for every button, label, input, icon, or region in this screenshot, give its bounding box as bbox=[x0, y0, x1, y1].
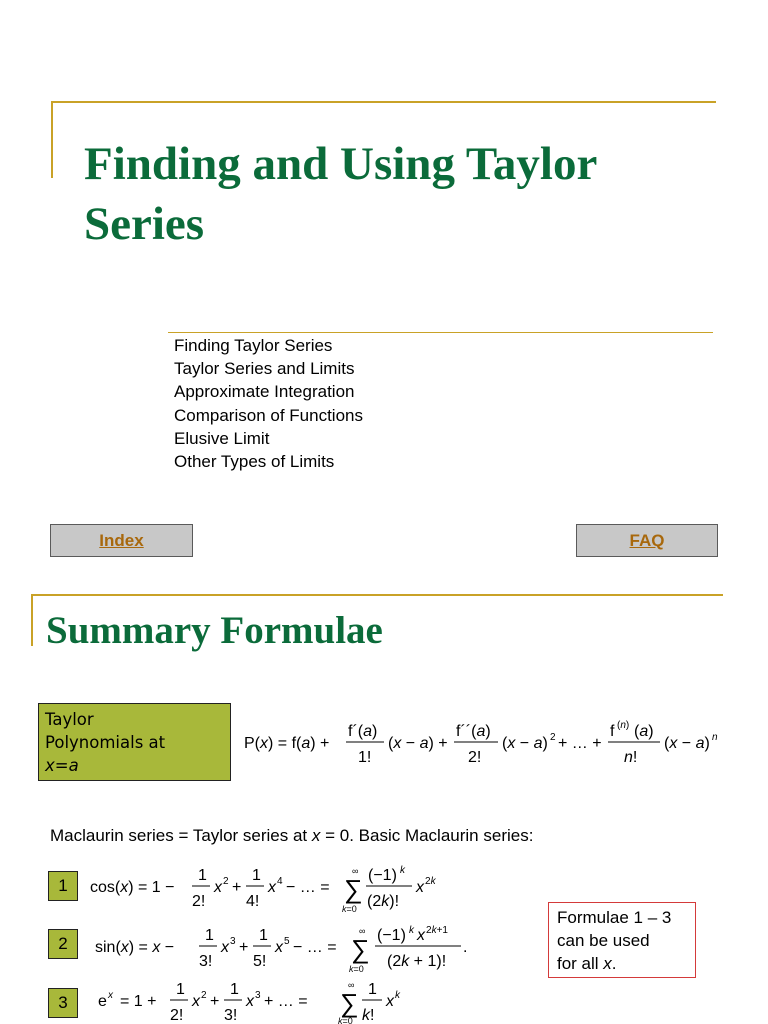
svg-text:f: f bbox=[610, 723, 615, 740]
exp-series-formula bbox=[98, 980, 418, 1024]
svg-text:P(x) = f(a) +: P(x) = f(a) + bbox=[244, 735, 330, 752]
svg-text:k: k bbox=[395, 990, 400, 1001]
title-line-1: Finding and Using Taylor bbox=[84, 138, 598, 190]
subtitle-rule bbox=[168, 332, 713, 333]
svg-text:x: x bbox=[386, 993, 394, 1010]
note-line-2: can be used bbox=[557, 931, 650, 950]
svg-text:+: + bbox=[232, 879, 242, 896]
slide-2-title: Summary Formulae bbox=[46, 609, 383, 652]
svg-text:1: 1 bbox=[176, 981, 185, 998]
svg-text:5: 5 bbox=[284, 936, 290, 947]
svg-text:∑: ∑ bbox=[344, 874, 363, 904]
svg-text:+: + bbox=[239, 939, 249, 956]
svg-text:n!: n! bbox=[624, 749, 638, 766]
svg-text:1: 1 bbox=[252, 867, 261, 884]
svg-text:3: 3 bbox=[230, 936, 236, 947]
note-line-1: Formulae 1 – 3 bbox=[557, 908, 672, 927]
taylor-polynomials-label-box bbox=[38, 703, 231, 781]
svg-text:x: x bbox=[417, 927, 425, 944]
svg-text:x: x bbox=[192, 993, 200, 1010]
slide-1-title bbox=[84, 134, 704, 254]
svg-text:4: 4 bbox=[277, 876, 283, 887]
topic-item: Finding Taylor Series bbox=[174, 336, 333, 355]
taylor-box-line-3: x=a bbox=[45, 756, 79, 775]
svg-text:1!: 1! bbox=[358, 749, 372, 766]
note-line-3: for all x. bbox=[557, 954, 617, 973]
svg-text:2!: 2! bbox=[192, 893, 206, 910]
svg-text:(x − a): (x − a) bbox=[664, 735, 710, 752]
svg-text:x: x bbox=[108, 990, 113, 1001]
svg-text:(a): (a) bbox=[634, 723, 654, 740]
svg-text:(2k)!: (2k)! bbox=[367, 893, 400, 910]
svg-text:n: n bbox=[712, 732, 718, 743]
title-rule-horizontal bbox=[52, 101, 716, 103]
svg-text:1: 1 bbox=[368, 981, 377, 998]
svg-text:∞: ∞ bbox=[359, 926, 366, 936]
topic-item: Other Types of Limits bbox=[174, 452, 335, 472]
svg-text:f´(a): f´(a) bbox=[348, 723, 378, 740]
cos-series-formula bbox=[90, 862, 450, 916]
svg-text:k=0: k=0 bbox=[349, 964, 364, 974]
formula-number-2: 2 bbox=[48, 929, 78, 959]
svg-text:4!: 4! bbox=[246, 893, 260, 910]
svg-text:+: + bbox=[210, 993, 220, 1010]
svg-text:5!: 5! bbox=[253, 953, 267, 970]
topic-item: Comparison of Functions bbox=[174, 405, 363, 425]
svg-text:1: 1 bbox=[198, 867, 207, 884]
svg-text:k!: k! bbox=[362, 1007, 375, 1024]
svg-text:2!: 2! bbox=[170, 1007, 184, 1024]
svg-text:x: x bbox=[275, 939, 283, 956]
svg-text:(−1): (−1) bbox=[368, 867, 397, 884]
svg-text:x: x bbox=[221, 939, 229, 956]
svg-text:= 1 +: = 1 + bbox=[120, 993, 157, 1010]
index-button-label: Index bbox=[99, 530, 144, 550]
svg-text:− … =: − … = bbox=[293, 939, 337, 956]
svg-text:3!: 3! bbox=[199, 953, 213, 970]
taylor-box-line-1: Taylor bbox=[45, 710, 94, 729]
svg-text:1: 1 bbox=[205, 927, 214, 944]
formula-number-3: 3 bbox=[48, 988, 78, 1018]
svg-text:x: x bbox=[416, 879, 424, 896]
svg-text:k=0: k=0 bbox=[342, 904, 357, 914]
svg-text:k=0: k=0 bbox=[338, 1016, 353, 1024]
maclaurin-description: Maclaurin series = Taylor series at x = 0. Basic Maclaurin series: bbox=[50, 826, 534, 845]
svg-text:2!: 2! bbox=[468, 749, 482, 766]
svg-text:cos(x) = 1 −: cos(x) = 1 − bbox=[90, 879, 175, 896]
svg-text:2: 2 bbox=[201, 990, 207, 1001]
svg-text:∞: ∞ bbox=[352, 866, 359, 876]
faq-button[interactable] bbox=[576, 524, 718, 557]
svg-text:k: k bbox=[409, 925, 414, 936]
index-button[interactable] bbox=[50, 524, 193, 557]
title-rule-vertical bbox=[31, 594, 33, 646]
svg-text:sin(x) = x −: sin(x) = x − bbox=[95, 939, 175, 956]
svg-text:+ … +: + … + bbox=[558, 735, 602, 752]
svg-text:(2k + 1)!: (2k + 1)! bbox=[387, 953, 447, 970]
svg-text:x: x bbox=[268, 879, 276, 896]
faq-button-label: FAQ bbox=[629, 530, 665, 550]
title-rule-horizontal bbox=[32, 594, 723, 596]
svg-text:2: 2 bbox=[550, 732, 556, 743]
sin-series-formula bbox=[95, 922, 475, 978]
svg-text:3!: 3! bbox=[224, 1007, 238, 1024]
svg-text:∞: ∞ bbox=[348, 980, 355, 990]
svg-text:1: 1 bbox=[230, 981, 239, 998]
svg-text:+ … =: + … = bbox=[264, 993, 308, 1010]
svg-text:∑: ∑ bbox=[351, 934, 370, 964]
svg-text:− … =: − … = bbox=[286, 879, 330, 896]
topic-item: Approximate Integration bbox=[174, 382, 355, 402]
svg-text:2k: 2k bbox=[425, 876, 436, 887]
svg-text:2k+1: 2k+1 bbox=[426, 925, 448, 936]
taylor-polynomial-formula bbox=[244, 714, 724, 770]
svg-text:x: x bbox=[214, 879, 222, 896]
svg-text:∑: ∑ bbox=[340, 988, 359, 1018]
title-line-2: Series bbox=[84, 198, 205, 250]
svg-text:(−1): (−1) bbox=[377, 927, 406, 944]
svg-text:.: . bbox=[463, 939, 468, 956]
topic-item: Elusive Limit bbox=[174, 428, 270, 448]
svg-text:(x − a) +: (x − a) + bbox=[388, 735, 448, 752]
svg-text:1: 1 bbox=[259, 927, 268, 944]
svg-text:(n): (n) bbox=[617, 720, 630, 731]
svg-text:f´´(a): f´´(a) bbox=[456, 723, 491, 740]
formula-number-1: 1 bbox=[48, 871, 78, 901]
svg-text:(x − a): (x − a) bbox=[502, 735, 548, 752]
taylor-box-line-2: Polynomials at bbox=[45, 733, 166, 752]
svg-text:k: k bbox=[400, 865, 405, 876]
topic-item: Taylor Series and Limits bbox=[174, 359, 355, 379]
title-rule-vertical bbox=[51, 101, 53, 178]
formulae-note-box bbox=[548, 902, 696, 978]
svg-text:e: e bbox=[98, 993, 107, 1010]
svg-text:2: 2 bbox=[223, 876, 229, 887]
svg-text:x: x bbox=[246, 993, 254, 1010]
topic-list bbox=[174, 334, 363, 473]
svg-text:3: 3 bbox=[255, 990, 261, 1001]
